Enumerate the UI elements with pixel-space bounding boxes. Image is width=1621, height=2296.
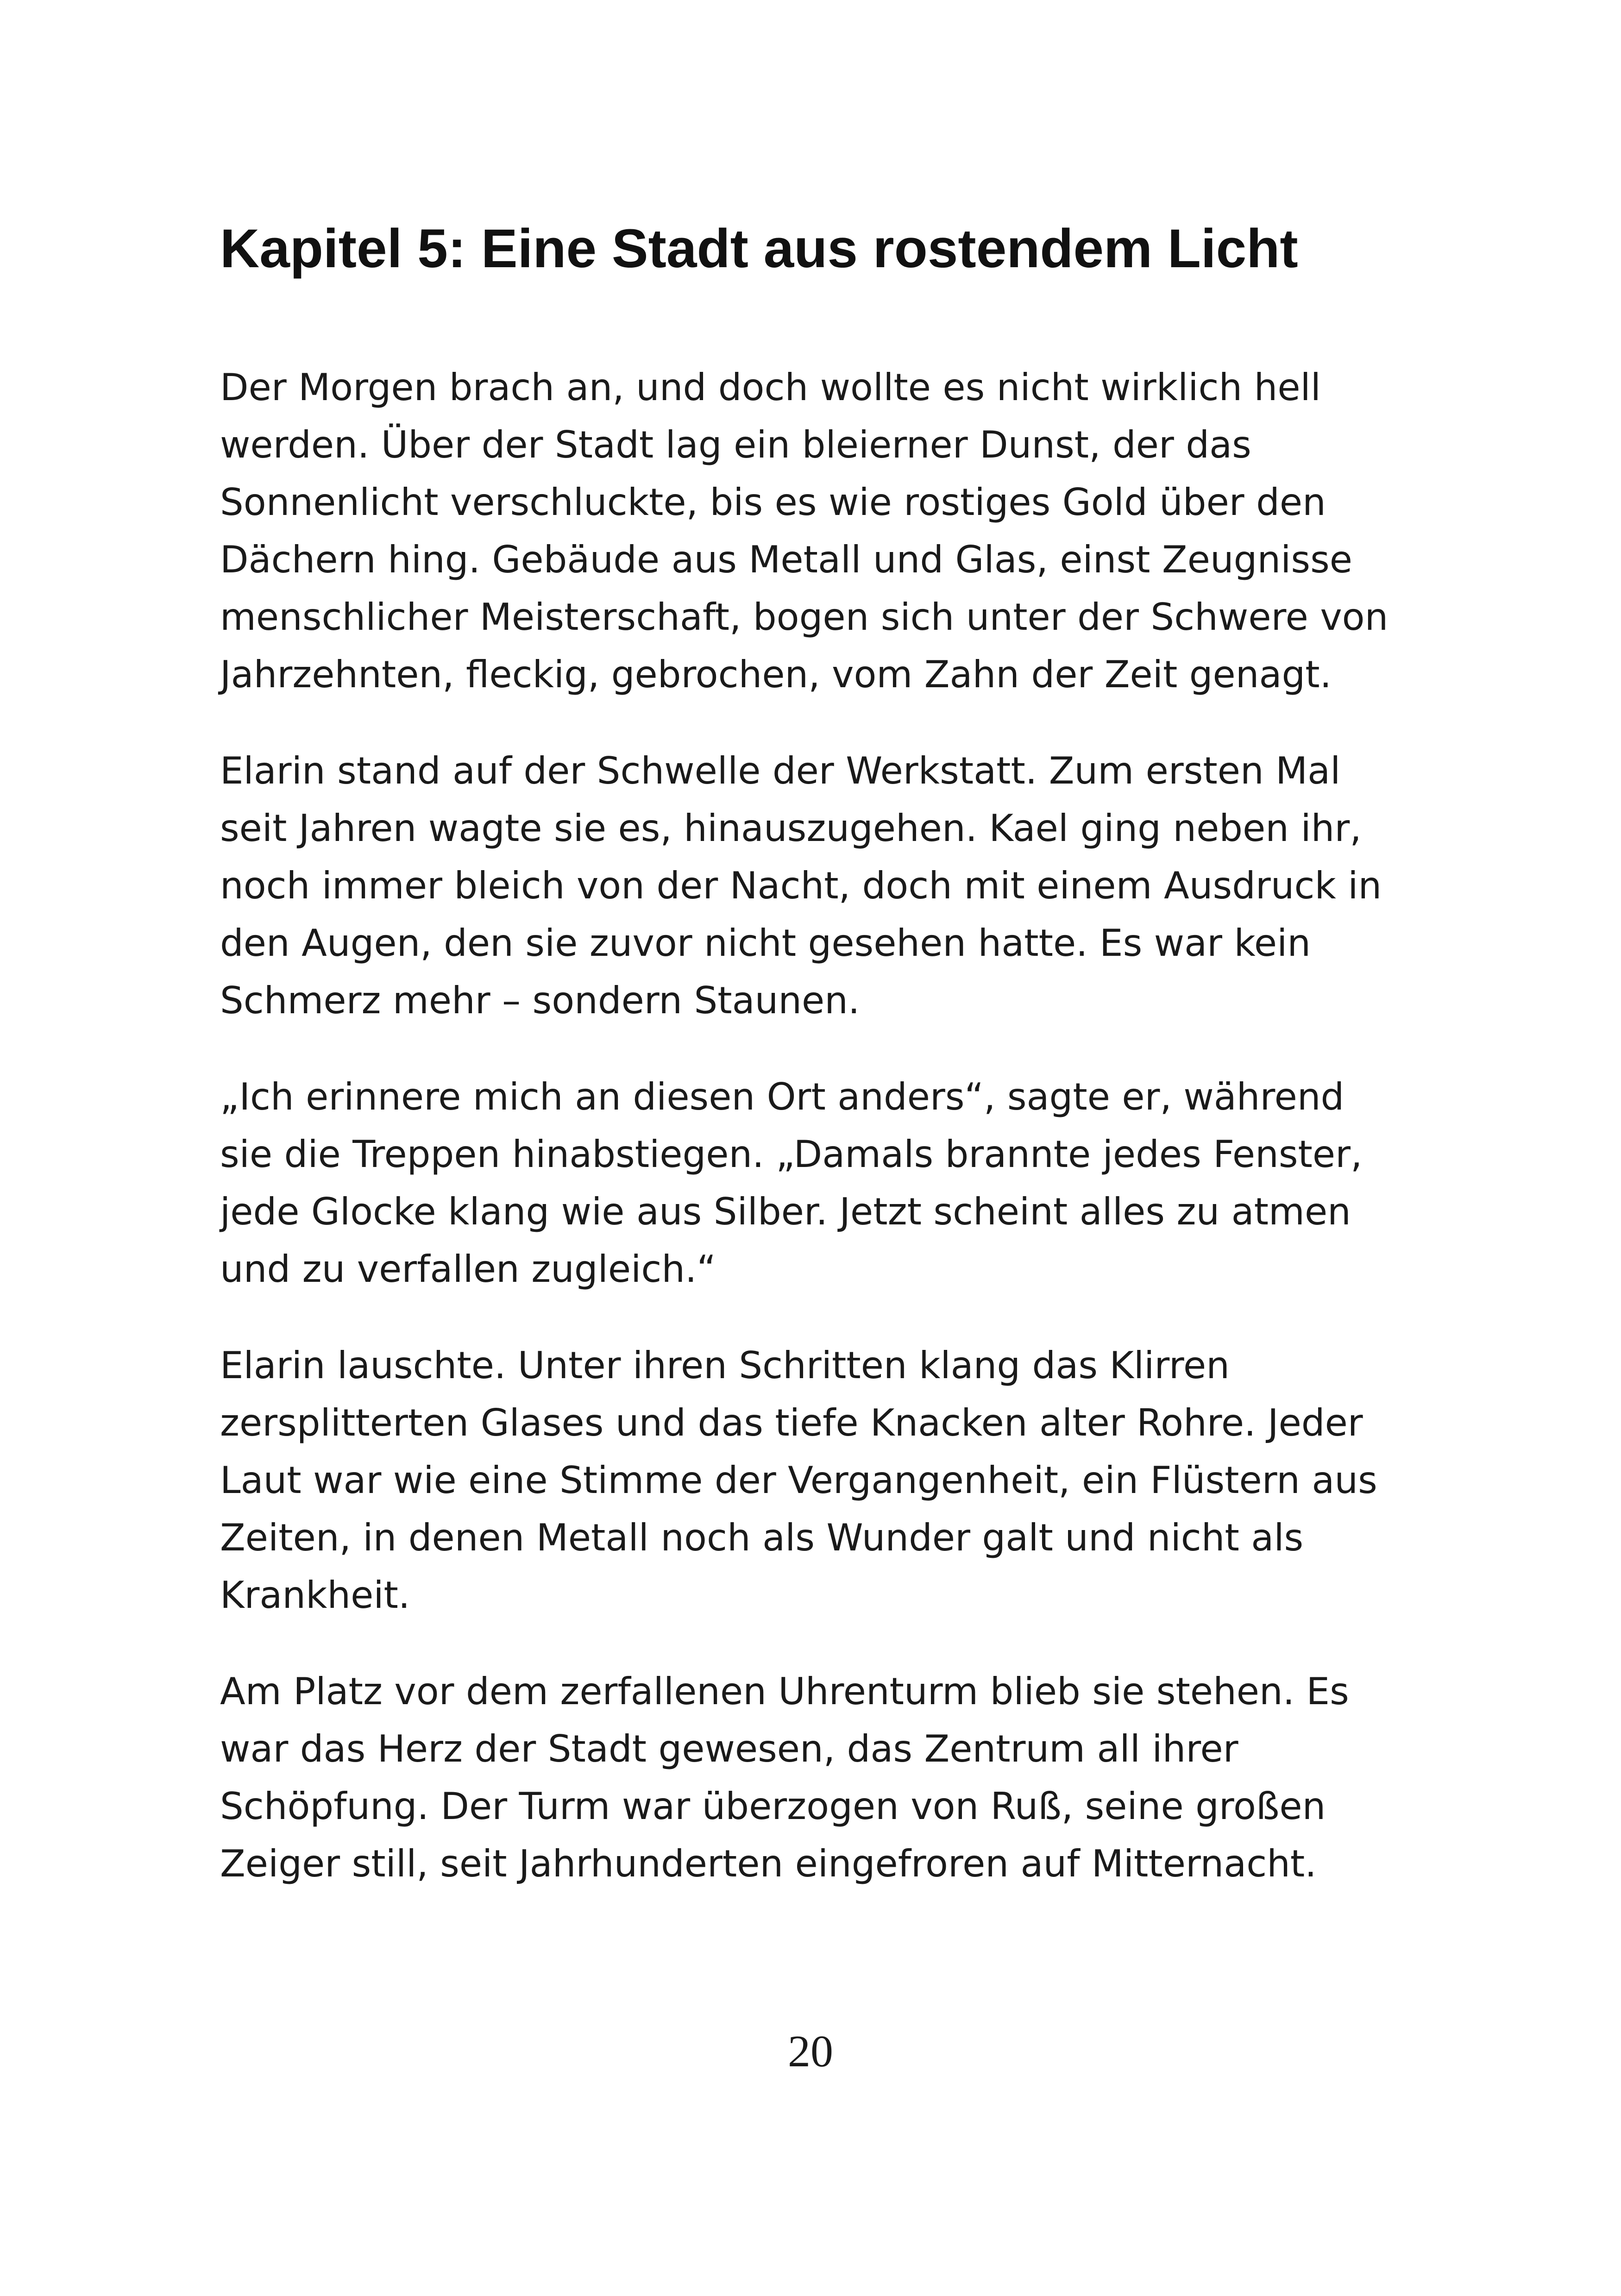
text-line: Der Morgen brach an, und doch wollte es nicht wirklich hell	[220, 366, 1321, 409]
text-line: seit Jahren wagte sie es, hinauszugehen. Kael ging neben ihr,	[220, 807, 1362, 850]
text-line: Dächern hing. Gebäude aus Metall und Glas, einst Zeugnisse	[220, 538, 1352, 581]
text-line: sie die Treppen hinabstiegen. „Damals brannte jedes Fenster,	[220, 1133, 1363, 1176]
text-line: zersplitterten Glases und das tiefe Knacken alter Rohre. Jeder	[220, 1401, 1363, 1444]
paragraph	[220, 359, 1470, 703]
text-line: Zeiten, in denen Metall noch als Wunder galt und nicht als	[220, 1516, 1304, 1559]
text-line: war das Herz der Stadt gewesen, das Zentrum all ihrer	[220, 1727, 1238, 1770]
text-line: und zu verfallen zugleich.“	[220, 1248, 716, 1291]
chapter-body	[220, 359, 1470, 1932]
text-line: Krankheit.	[220, 1574, 410, 1617]
text-line: Am Platz vor dem zerfallenen Uhrenturm blieb sie stehen. Es	[220, 1670, 1349, 1713]
paragraph	[220, 742, 1470, 1029]
chapter-title: Kapitel 5: Eine Stadt aus rostendem Licht	[220, 218, 1298, 279]
text-line: den Augen, den sie zuvor nicht gesehen hatte. Es war kein	[220, 922, 1311, 965]
text-line: Zeiger still, seit Jahrhunderten eingefroren auf Mitternacht.	[220, 1842, 1317, 1885]
text-line: jede Glocke klang wie aus Silber. Jetzt scheint alles zu atmen	[220, 1190, 1351, 1233]
text-line: Schöpfung. Der Turm war überzogen von Ruß, seine großen	[220, 1785, 1326, 1828]
text-line: Jahrzehnten, fleckig, gebrochen, vom Zahn der Zeit genagt.	[220, 653, 1332, 696]
text-line: werden. Über der Stadt lag ein bleierner Dunst, der das	[220, 423, 1251, 466]
text-line: Laut war wie eine Stimme der Vergangenheit, ein Flüstern aus	[220, 1459, 1377, 1502]
paragraph	[220, 1663, 1470, 1893]
text-line: „Ich erinnere mich an diesen Ort anders“, sagte er, während	[220, 1075, 1345, 1118]
text-line: Elarin lauschte. Unter ihren Schritten klang das Klirren	[220, 1344, 1230, 1387]
text-line: menschlicher Meisterschaft, bogen sich unter der Schwere von	[220, 596, 1389, 639]
page-number: 20	[788, 2026, 833, 2076]
text-line: noch immer bleich von der Nacht, doch mit einem Ausdruck in	[220, 864, 1382, 907]
text-line: Elarin stand auf der Schwelle der Werkstatt. Zum ersten Mal	[220, 749, 1341, 792]
paragraph	[220, 1337, 1470, 1624]
paragraph	[220, 1068, 1470, 1298]
text-line: Schmerz mehr – sondern Staunen.	[220, 979, 860, 1022]
text-line: Sonnenlicht verschluckte, bis es wie rostiges Gold über den	[220, 481, 1326, 524]
